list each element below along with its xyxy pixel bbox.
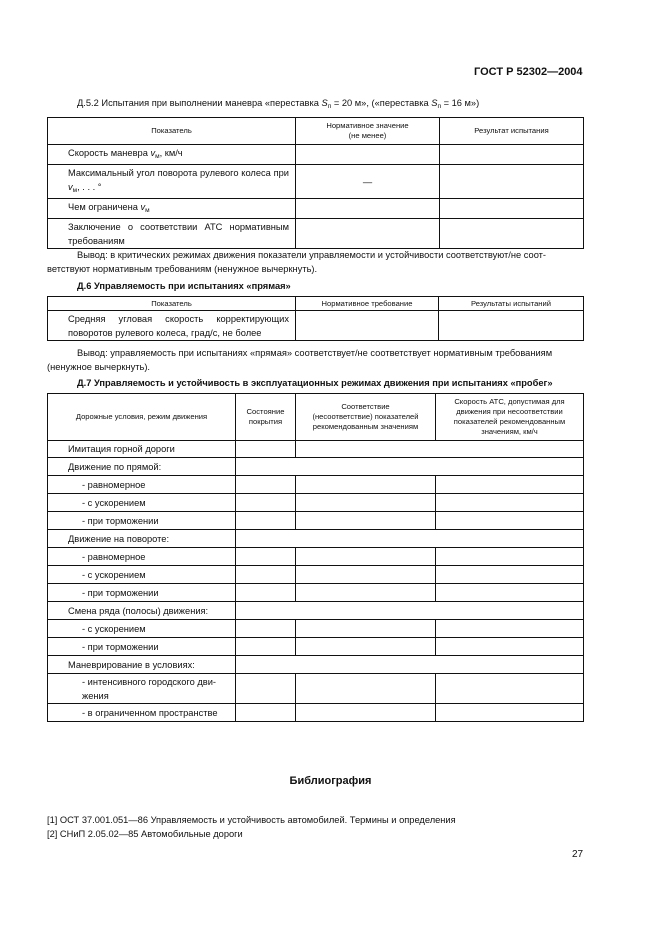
d52-col-indicator: Показатель [48, 118, 296, 145]
d7-cell [436, 494, 584, 512]
d52-row-max-angle [48, 165, 296, 199]
bibliography-item-1: [1] ОСТ 37.001.051—86 Управляемость и устойчивость автомобилей. Термины и определения [47, 815, 456, 825]
row-text-post: , км/ч [159, 148, 183, 158]
d7-heading: Д.7 Управляемость и устойчивость в эксплуатационных режимах движения при испытаниях «пробег» [77, 378, 553, 388]
d52-norm-dash: — [296, 165, 440, 199]
d7-cell [296, 704, 436, 722]
d52-row-speed [48, 145, 296, 165]
d7-cell [236, 512, 296, 530]
d7-cell [236, 566, 296, 584]
d52-col-result: Результат испытания [440, 118, 584, 145]
d52-caption-mid: = 20 м», («переставка [331, 98, 432, 108]
d7-cell [296, 638, 436, 656]
d7-cell [296, 566, 436, 584]
d52-row-conclusion: Заключение о соответствии АТС нормативным требованиям [48, 219, 296, 249]
d6-requirement-cell [296, 311, 439, 341]
d7-group-maneuver: Маневрирование в условиях: [48, 656, 236, 674]
d7-cell [236, 638, 296, 656]
d7-cell [436, 704, 584, 722]
d7-group-straight: Движение по прямой: [48, 458, 236, 476]
d7-turn-braking: - при торможении [48, 584, 236, 602]
d7-col-conditions: Дорожные условия, режим движения [48, 394, 236, 441]
d7-turn-uniform: - равномерное [48, 548, 236, 566]
s-sub: п [327, 103, 332, 110]
d7-cell [236, 602, 584, 620]
s-sub: п [437, 103, 441, 110]
d7-cell [236, 530, 584, 548]
v-sub: м [145, 207, 150, 214]
v-var: v [150, 148, 156, 158]
row-text: Максимальный угол поворота рулевого колеса при [68, 168, 289, 178]
d52-caption-post: = 16 м») [441, 98, 480, 108]
d52-conclusion-1: Вывод: в критических режимах движения показатели управляемости и устойчивости соответствуют/не соот- [77, 250, 547, 260]
d6-table [47, 296, 584, 341]
d7-straight-uniform: - равномерное [48, 476, 236, 494]
d7-turn-accel: - с ускорением [48, 566, 236, 584]
d7-group-turn: Движение на повороте: [48, 530, 236, 548]
d7-cell [236, 458, 584, 476]
d52-norm-cell [296, 145, 440, 165]
d7-straight-accel: - с ускорением [48, 494, 236, 512]
row-text: Скорость маневра [68, 148, 151, 158]
d7-cell [236, 656, 584, 674]
v-sub: м [155, 153, 160, 160]
d7-cell [236, 494, 296, 512]
d7-cell [236, 476, 296, 494]
document-id: ГОСТ Р 52302—2004 [474, 66, 583, 78]
page-number: 27 [572, 849, 584, 860]
v-sub: м [72, 187, 78, 194]
d7-col-allowed-speed: Скорость АТС, допустимая для движения при несоответствии показателей рекомендованным значениям, км/ч [436, 394, 584, 441]
d7-cell [296, 476, 436, 494]
row-text-post: , . . . ° [77, 182, 102, 192]
d52-row-limited-by [48, 199, 296, 219]
d7-lane-accel: - с ускорением [48, 620, 236, 638]
d7-cell [236, 620, 296, 638]
d6-col-indicator: Показатель [48, 297, 296, 311]
bibliography-title: Библиография [289, 775, 372, 787]
d7-cell [436, 620, 584, 638]
d7-group-lane: Смена ряда (полосы) движения: [48, 602, 236, 620]
d7-cell [236, 441, 296, 458]
d7-maneuver-confined: - в ограниченном пространстве [48, 704, 236, 722]
d7-cell [236, 584, 296, 602]
d7-cell [436, 512, 584, 530]
d52-result-cell [440, 219, 584, 249]
d52-norm-cell [296, 219, 440, 249]
s-var: S [321, 98, 328, 108]
d7-cell [296, 674, 436, 704]
d6-conclusion-2: (ненужное вычеркнуть). [47, 362, 151, 372]
d7-cell [296, 494, 436, 512]
d7-cell [436, 584, 584, 602]
d52-col-norm: Нормативное значение (не менее) [296, 118, 440, 145]
d52-caption [77, 96, 479, 114]
v-var: v [68, 182, 73, 192]
v-var: v [140, 202, 146, 212]
d6-row-angular-speed: Средняя угловая скорость корректирующих поворотов рулевого колеса, град/с, не более [48, 311, 296, 341]
d52-result-cell [440, 165, 584, 199]
d7-cell [436, 548, 584, 566]
d52-conclusion-2: ветствуют нормативным требованиям (ненужное вычеркнуть). [47, 264, 318, 274]
d7-cell [236, 548, 296, 566]
d7-cell [436, 476, 584, 494]
d7-cell [236, 674, 296, 704]
d6-conclusion-1: Вывод: управляемость при испытаниях «прямая» соответствует/не соответствует нормативным требованиям [77, 348, 553, 358]
d7-cell [436, 638, 584, 656]
d52-table [47, 117, 584, 249]
row-text: Чем ограничена [68, 202, 141, 212]
d6-results-cell [439, 311, 584, 341]
d7-cell [436, 566, 584, 584]
d6-col-requirement: Нормативное требование [296, 297, 439, 311]
d7-lane-braking: - при торможении [48, 638, 236, 656]
d7-cell [296, 441, 584, 458]
d52-result-cell [440, 145, 584, 165]
d52-norm-cell [296, 199, 440, 219]
d7-cell [296, 548, 436, 566]
d52-caption-pre: Д.5.2 Испытания при выполнении маневра «переставка [77, 98, 322, 108]
d7-table [47, 393, 584, 722]
d7-cell [296, 620, 436, 638]
s-var: S [431, 98, 438, 108]
d7-cell [296, 584, 436, 602]
d7-cell [296, 512, 436, 530]
bibliography-item-2: [2] СНиП 2.05.02—85 Автомобильные дороги [47, 829, 243, 839]
d7-col-compliance: Соответствие (несоответствие) показателей рекомендованным значениям [296, 394, 436, 441]
d7-maneuver-city: - интенсивного городского дви- жения [48, 674, 236, 704]
d7-straight-braking: - при торможении [48, 512, 236, 530]
d7-row-mountain: Имитация горной дороги [48, 441, 236, 458]
d7-cell [236, 704, 296, 722]
d6-col-results: Результаты испытаний [439, 297, 584, 311]
d7-cell [436, 674, 584, 704]
d6-heading: Д.6 Управляемость при испытаниях «прямая» [77, 281, 291, 291]
d7-col-surface: Состояние покрытия [236, 394, 296, 441]
d52-result-cell [440, 199, 584, 219]
